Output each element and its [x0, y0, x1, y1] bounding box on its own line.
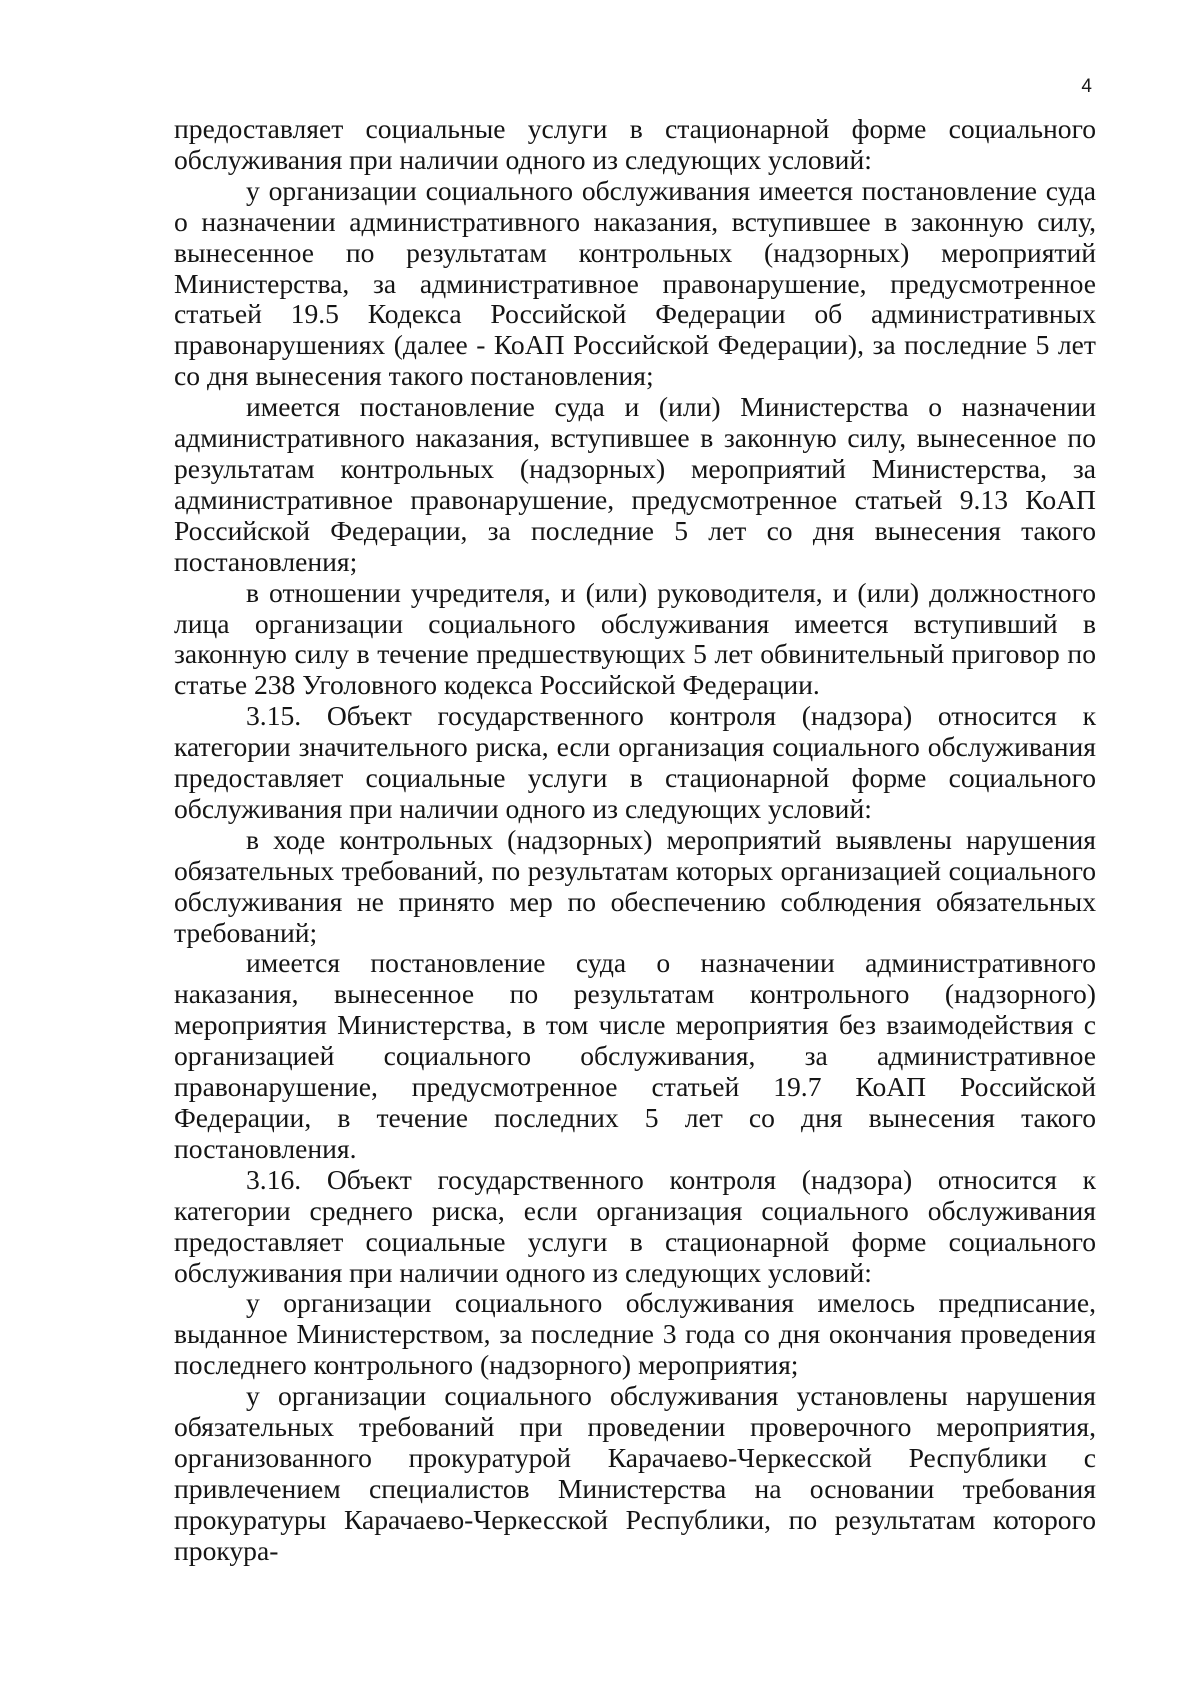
paragraph: имеется постановление суда о назначении административного наказания, вынесенное по результатам контрольного (надзорного) мероприятия Министерства, в том числе мероприятия без взаимодействия с организацией социального обслуживания, за административное правонарушение, предусмотренное статьей 19.7 КоАП Российской Федерации, в течение последних 5 лет со дня вынесения такого постановления. — [174, 947, 1096, 1164]
paragraph: имеется постановление суда и (или) Министерства о назначении административного наказания, вступившее в законную силу, вынесенное по результатам контрольных (надзорных) мероприятий Министерства, за административное правонарушение, предусмотренное статьей 9.13 КоАП Российской Федерации, за последние 5 лет со дня вынесения такого постановления; — [174, 391, 1096, 577]
paragraph: у организации социального обслуживания имелось предписание, выданное Министерством, за последние 3 года со дня окончания проведения последнего контрольного (надзорного) мероприятия; — [174, 1287, 1096, 1381]
paragraph: предоставляет социальные услуги в стационарной форме социального обслуживания при наличии одного из следующих условий: — [174, 113, 1096, 175]
section-paragraph-3-15: 3.15. Объект государственного контроля (надзора) относится к категории значительного риска, если организация социального обслуживания предоставляет социальные услуги в стационарной форме социального обслуживания при наличии одного из следующих условий: — [174, 700, 1096, 824]
paragraph: у организации социального обслуживания установлены нарушения обязательных требований при проведении проверочного мероприятия, организованного прокуратурой Карачаево-Черкесской Республики с привлечением специалистов Министерства на основании требования прокуратуры Карачаево-Черкесской Республики, по результатам которого прокура- — [174, 1380, 1096, 1566]
paragraph: в отношении учредителя, и (или) руководителя, и (или) должностного лица организации социального обслуживания имеется вступивший в законную силу в течение предшествующих 5 лет обвинительный приговор по статье 238 Уголовного кодекса Российской Федерации. — [174, 576, 1096, 701]
section-paragraph-3-16: 3.16. Объект государственного контроля (надзора) относится к категории среднего риска, если организация социального обслуживания предоставляет социальные услуги в стационарной форме социального обслуживания при наличии одного из следующих условий: — [174, 1163, 1096, 1288]
paragraph: у организации социального обслуживания имеется постановление суда о назначении административного наказания, вступившее в законную силу, вынесенное по результатам контрольных (надзорных) мероприятий Министерства, за административное правонарушение, предусмотренное статьей 19.5 Кодекса Российской Федерации об административных правонарушениях (далее - КоАП Российской Федерации), за последние 5 лет со дня вынесения такого постановления; — [174, 174, 1096, 392]
document-body — [174, 114, 1096, 1567]
paragraph: в ходе контрольных (надзорных) мероприятий выявлены нарушения обязательных требований, по результатам которых организацией социального обслуживания не принято мер по обеспечению соблюдения обязательных требований; — [174, 823, 1096, 948]
page-number: 4 — [1081, 76, 1092, 97]
